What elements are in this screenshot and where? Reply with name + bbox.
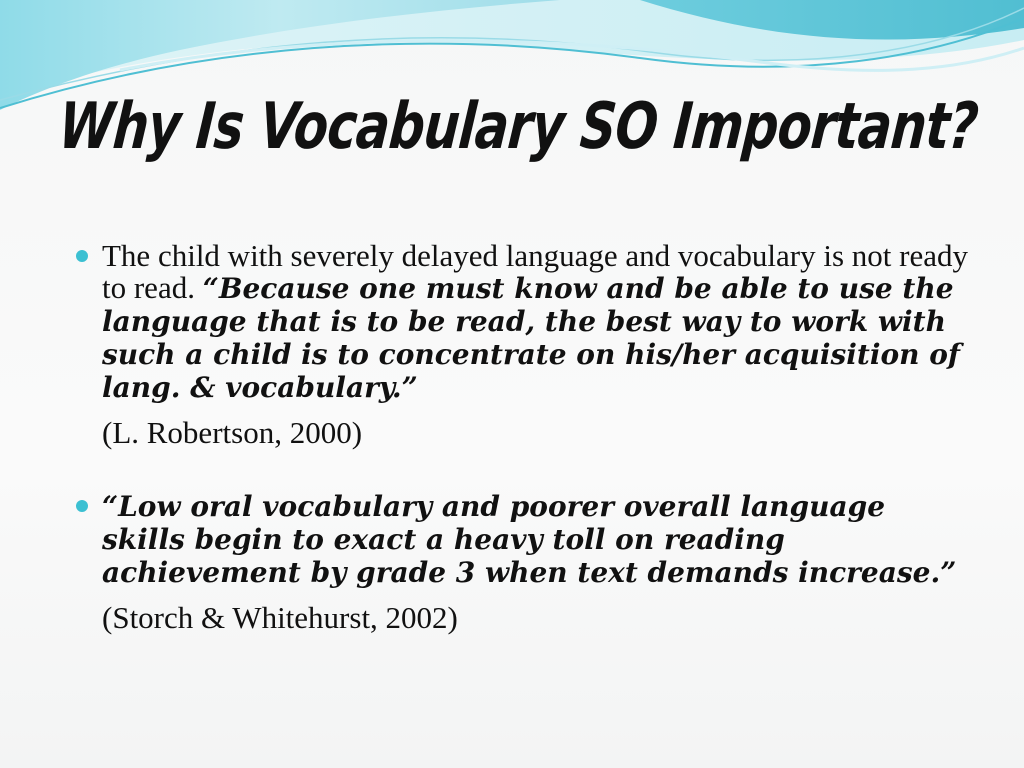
bullet-text bbox=[102, 490, 972, 589]
slide-title: Why Is Vocabulary SO Important? bbox=[56, 90, 981, 164]
bullet-citation: (L. Robertson, 2000) bbox=[102, 415, 363, 450]
bullet-item bbox=[72, 490, 972, 635]
bullet-item bbox=[72, 240, 972, 450]
bullet-text bbox=[102, 240, 972, 404]
bullet-quote: “Because one must know and be able to use the language that is to be read, the best way to work with such a child is to concentrate on his/her acquisition of lang. & vocabulary.” bbox=[102, 272, 960, 404]
bullet-intro: The child with severely delayed language and vocabulary is not ready to read. bbox=[102, 238, 968, 305]
bullet-quote: “Low oral vocabulary and poorer overall language skills begin to exact a heavy toll on reading achievement by grade 3 when text demands increase.” bbox=[102, 490, 957, 589]
bullet-dot-icon bbox=[76, 250, 88, 262]
bullet-list bbox=[72, 240, 972, 661]
bullet-dot-icon bbox=[76, 500, 88, 512]
bullet-citation: (Storch & Whitehurst, 2002) bbox=[102, 600, 458, 635]
